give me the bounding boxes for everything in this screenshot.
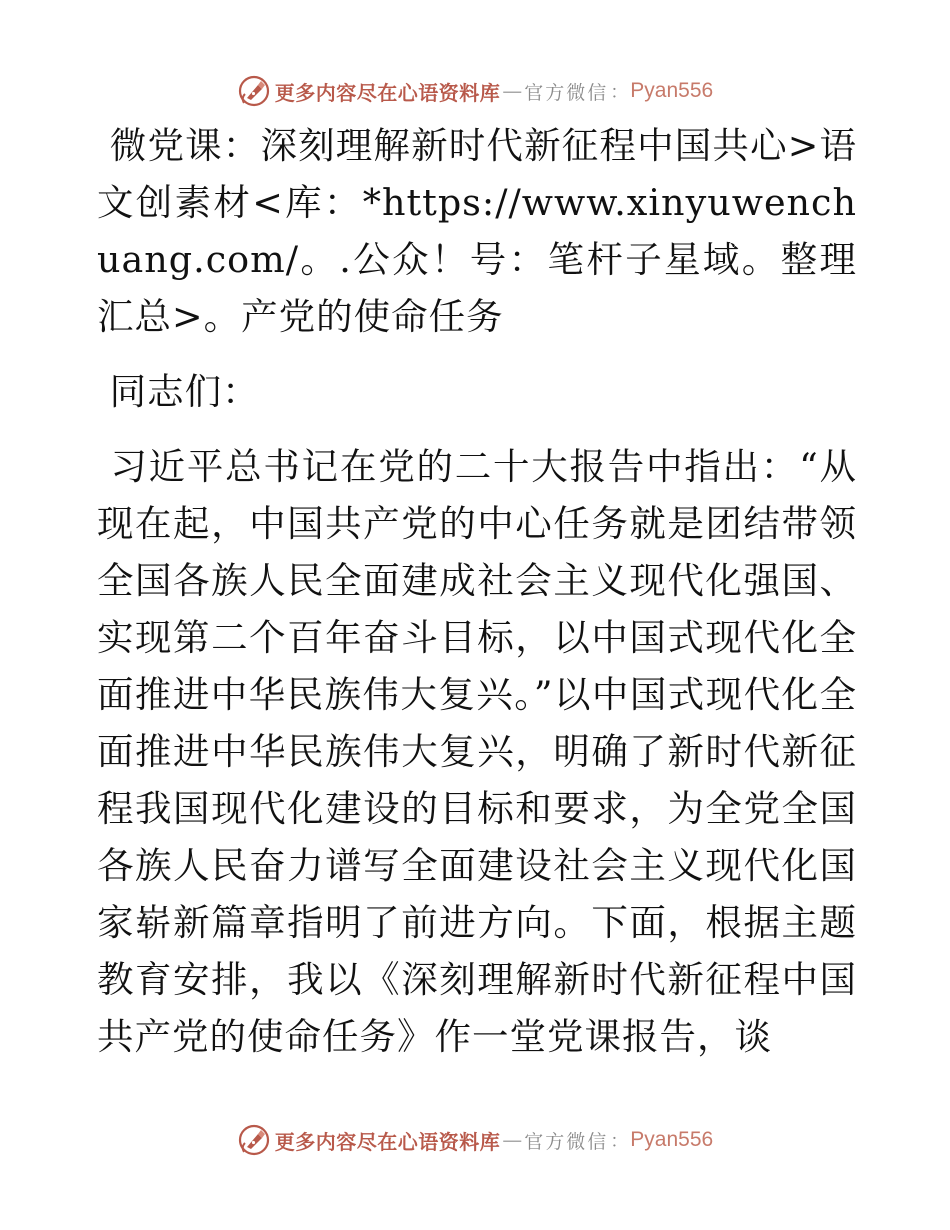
banner-wechat-id: Pyan556 (630, 79, 714, 102)
pen-nib-logo-icon (237, 1123, 271, 1157)
header-banner (0, 71, 950, 111)
banner-colon: ： (610, 1131, 629, 1152)
banner-brand-text: 更多内容尽在心语资料库 (274, 1129, 501, 1154)
banner-dash: — (502, 1128, 523, 1152)
pen-nib-logo-icon (237, 74, 271, 108)
banner-colon: ： (610, 82, 629, 103)
body-paragraph: 习近平总书记在党的二十大报告中指出：“从现在起，中国共产党的中心任务就是团结带领全国各族人民全面建成社会主义现代化强国、实现第二个百年奋斗目标，以中国式现代化全面推进中华民族伟大复兴。”以中国式现代化全面推进中华民族伟大复兴，明确了新时代新征程我国现代化建设的目标和要求，为全党全国各族人民奋力谱写全面建设社会主义现代化国家崭新篇章指明了前进方向。下面，根据主题教育安排，我以《深刻理解新时代新征程中国共产党的使命任务》作一堂党课报告，谈 (97, 445, 857, 1058)
salutation-paragraph: 同志们： (97, 370, 260, 413)
document-title: 微党课：深刻理解新时代新征程中国共心>语文创素材<库：*https://www.xinyuwenchuang.com/。.公众！号：笔杆子星域。整理汇总>。产党的使命任务 (97, 124, 857, 338)
banner-dash: — (502, 79, 523, 103)
banner-wechat-id: Pyan556 (630, 1128, 714, 1151)
document-body (97, 117, 857, 1065)
banner-wechat-label: 官方微信 (524, 1130, 609, 1153)
footer-banner (0, 1120, 950, 1160)
banner-brand-text: 更多内容尽在心语资料库 (274, 80, 501, 105)
banner-wechat-label: 官方微信 (524, 81, 609, 104)
